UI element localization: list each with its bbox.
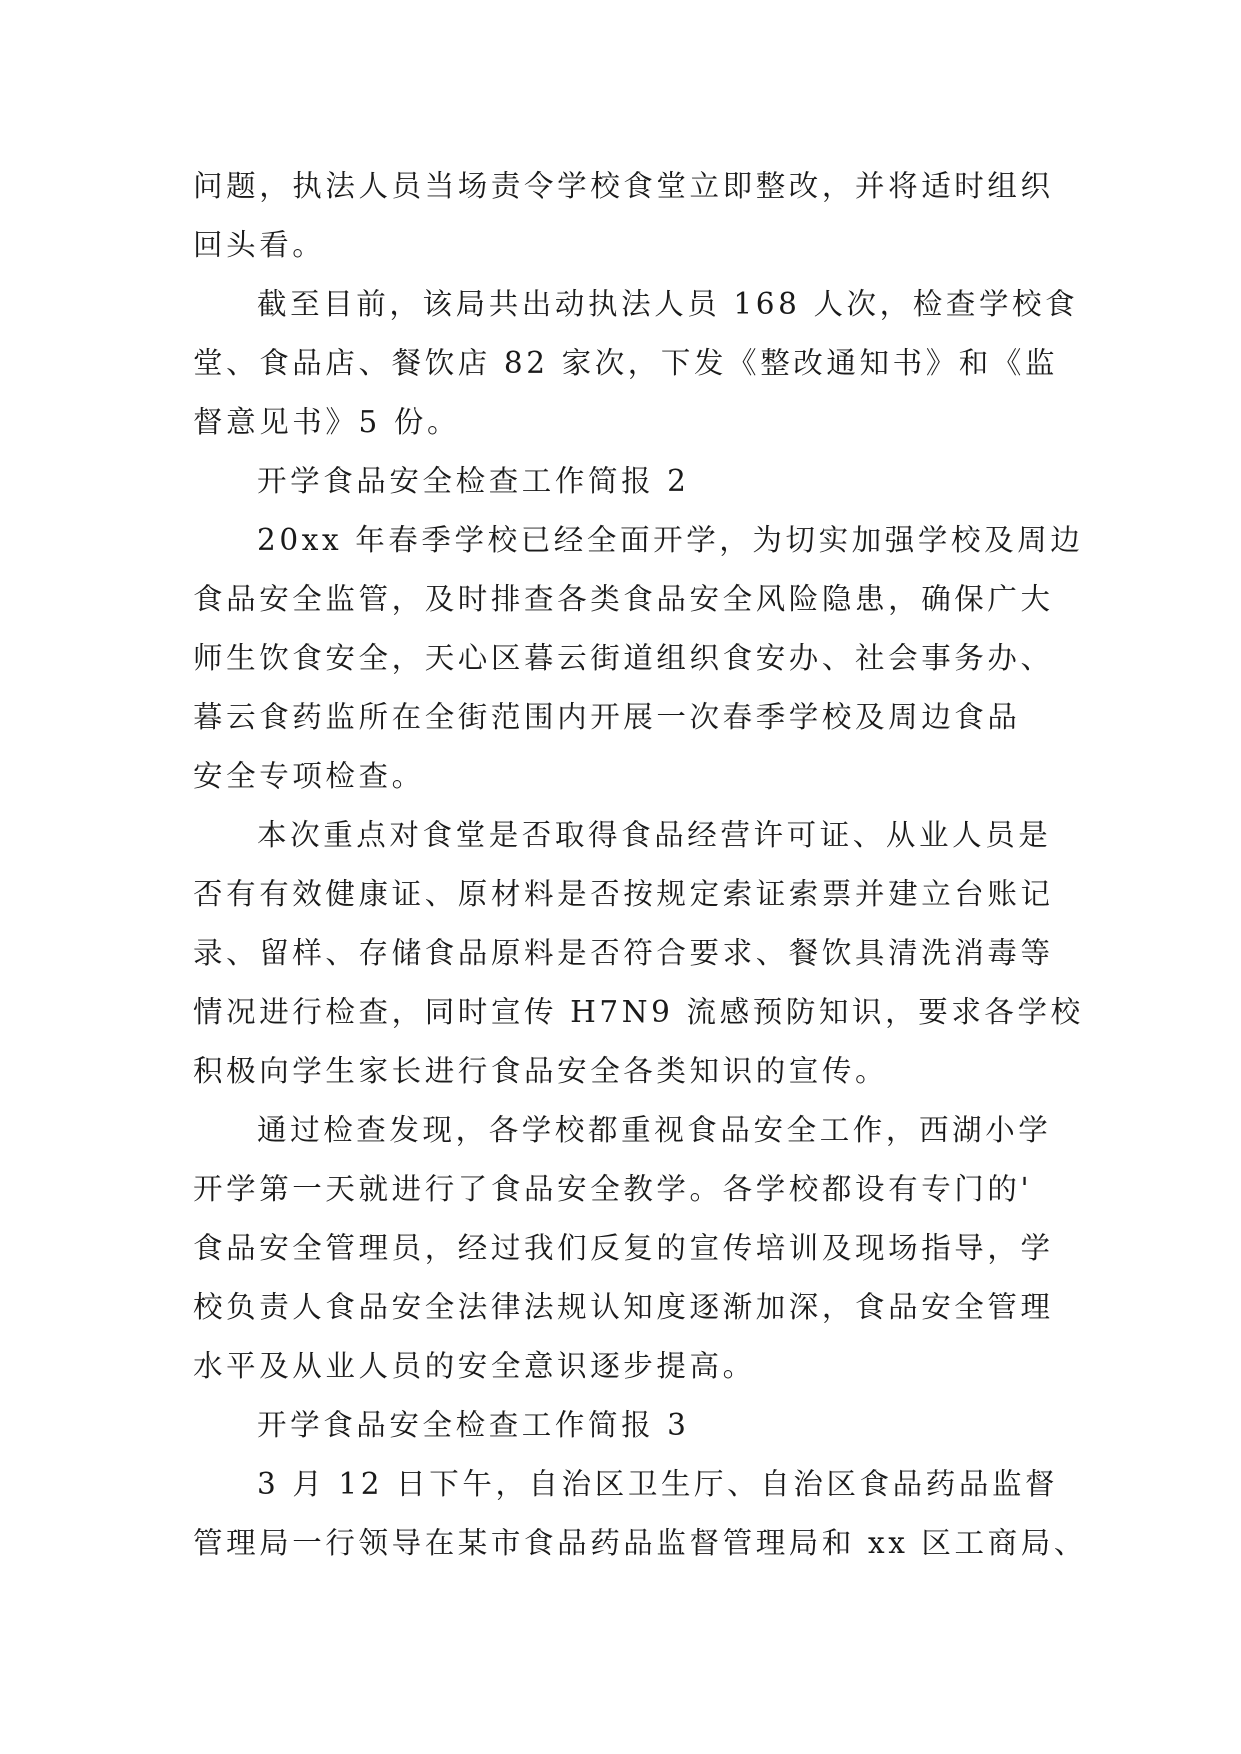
text-line: 问题，执法人员当场责令学校食堂立即整改，并将适时组织 [193, 169, 1054, 203]
section-heading: 开学食品安全检查工作简报 3 [257, 1408, 690, 1442]
text-line: 食品安全监管，及时排查各类食品安全风险隐患，确保广大 [193, 582, 1054, 616]
text-line: 否有有效健康证、原材料是否按规定索证索票并建立台账记 [193, 877, 1054, 911]
text-line: 开学第一天就进行了食品安全教学。各学校都设有专门的' [193, 1172, 1033, 1206]
text-line: 师生饮食安全，天心区暮云街道组织食安办、社会事务办、 [193, 641, 1054, 675]
text-line: 3 月 12 日下午，自治区卫生厅、自治区食品药品监督 [257, 1467, 1059, 1501]
text-line: 情况进行检查，同时宣传 H7N9 流感预防知识，要求各学校 [193, 995, 1084, 1029]
text-line: 水平及从业人员的安全意识逐步提高。 [193, 1349, 756, 1383]
text-line: 管理局一行领导在某市食品药品监督管理局和 xx 区工商局、 [193, 1526, 1087, 1560]
section-heading: 开学食品安全检查工作简报 2 [257, 464, 690, 498]
text-line: 督意见书》5 份。 [193, 405, 461, 439]
text-line: 截至目前，该局共出动执法人员 168 人次，检查学校食 [257, 287, 1079, 321]
text-line: 20xx 年春季学校已经全面开学，为切实加强学校及周边 [257, 523, 1084, 557]
text-line: 本次重点对食堂是否取得食品经营许可证、从业人员是 [257, 818, 1052, 852]
text-line: 堂、食品店、餐饮店 82 家次，下发《整改通知书》和《监 [193, 346, 1059, 380]
text-line: 暮云食药监所在全街范围内开展一次春季学校及周边食品 [193, 700, 1021, 734]
text-line: 安全专项检查。 [193, 759, 425, 793]
text-line: 通过检查发现，各学校都重视食品安全工作，西湖小学 [257, 1113, 1052, 1147]
text-line: 录、留样、存储食品原料是否符合要求、餐饮具清洗消毒等 [193, 936, 1054, 970]
text-line: 回头看。 [193, 228, 326, 262]
text-line: 积极向学生家长进行食品安全各类知识的宣传。 [193, 1054, 889, 1088]
text-line: 校负责人食品安全法律法规认知度逐渐加深，食品安全管理 [193, 1290, 1054, 1324]
text-line: 食品安全管理员，经过我们反复的宣传培训及现场指导，学 [193, 1231, 1054, 1265]
document-body [193, 157, 1087, 1573]
